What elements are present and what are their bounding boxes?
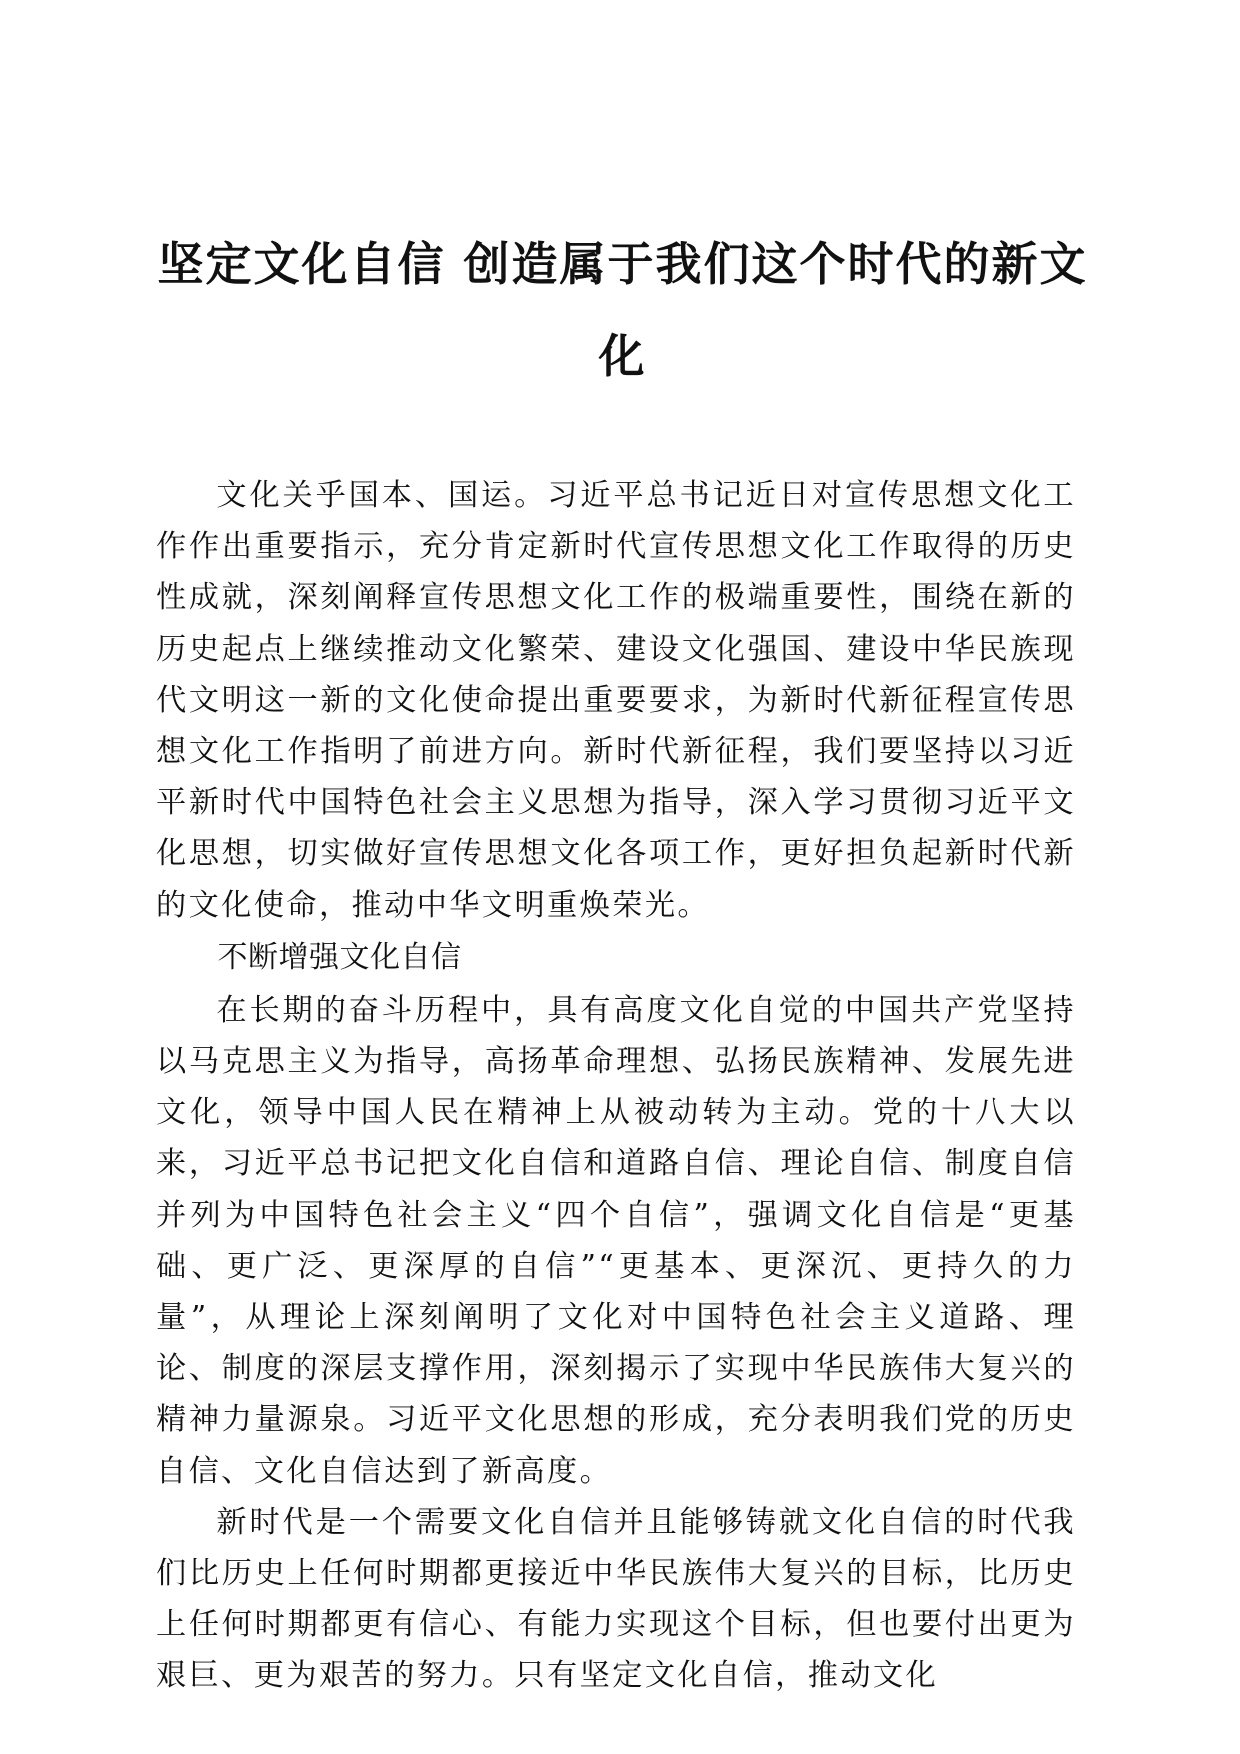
- document-title: 坚定文化自信 创造属于我们这个时代的新文化: [157, 237, 1088, 383]
- paragraph-cultural-confidence: 在长期的奋斗历程中，具有高度文化自觉的中国共产党坚持以马克思主义为指导，高扬革命理想、弘扬民族精神、发展先进文化，领导中国人民在精神上从被动转为主动。党的十八大以来，习近平总书记把文化自信和道路自信、理论自信、制度自信并列为中国特色社会主义“四个自信”，强调文化自信是“更基础、更广泛、更深厚的自信”“更基本、更深沉、更持久的力量”，从理论上深刻阐明了文化对中国特色社会主义道路、理论、制度的深层支撑作用，深刻揭示了实现中华民族伟大复兴的精神力量源泉。习近平文化思想的形成，充分表明我们党的历史自信、文化自信达到了新高度。: [156, 992, 1076, 1489]
- paragraph-intro: 文化关乎国本、国运。习近平总书记近日对宣传思想文化工作作出重要指示，充分肯定新时代宣传思想文化工作取得的历史性成就，深刻阐释宣传思想文化工作的极端重要性，围绕在新的历史起点上继续推动文化繁荣、建设文化强国、建设中华民族现代文明这一新的文化使命提出重要要求，为新时代新征程宣传思想文化工作指明了前进方向。新时代新征程，我们要坚持以习近平新时代中国特色社会主义思想为指导，深入学习贯彻习近平文化思想，切实做好宣传思想文化各项工作，更好担负起新时代新的文化使命，推动中华文明重焕荣光。: [156, 478, 1076, 923]
- document-body: [156, 470, 1076, 1702]
- paragraph-new-era: 新时代是一个需要文化自信并且能够铸就文化自信的时代我们比历史上任何时期都更接近中华民族伟大复兴的目标，比历史上任何时期都更有信心、有能力实现这个目标，但也要付出更为艰巨、更为艰苦的努力。只有坚定文化自信，推动文化: [156, 1504, 1076, 1694]
- section-heading: 不断增强文化自信: [217, 939, 462, 975]
